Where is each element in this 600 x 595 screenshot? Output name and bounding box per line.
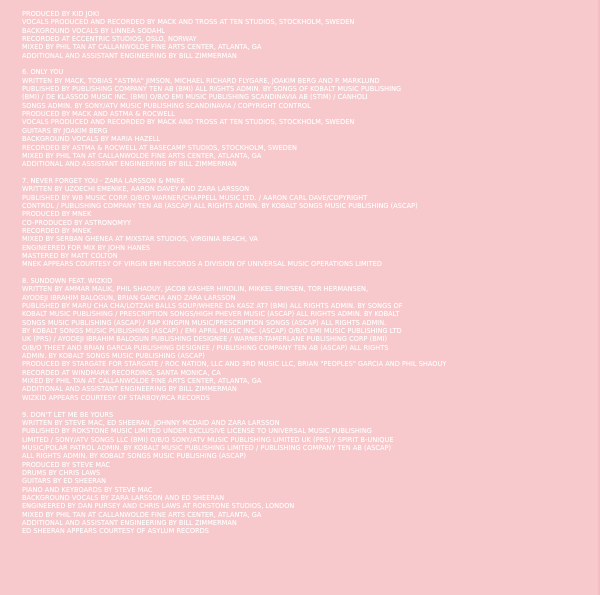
credit-line: PRODUCED BY STARGATE FOR STARGATE / ROC NATION, LLC AND 3RD MUSIC LLC, BRIAN "PEOPLES" GARCIA AND PHIL SHAOUY [22,360,447,369]
credit-line: BACKGROUND VOCALS BY MARIA HAZELL [22,135,161,144]
credit-line: SONGS ADMIN. BY SONY/ATV MUSIC PUBLISHING SCANDINAVIA / COPYRIGHT CONTROL [22,101,311,110]
credit-line: ED SHEERAN APPEARS COURTESY OF ASYLUM RECORDS [22,527,209,536]
credit-line: MIXED BY SERBAN GHENEA AT MIXSTAR STUDIOS, VIRGINIA BEACH, VA [22,235,258,244]
credit-line: WRITTEN BY STEVE MAC, ED SHEERAN, JOHNNY MCDAID AND ZARA LARSSON [22,418,280,427]
credit-line: ADDITIONAL AND ASSISTANT ENGINEERING BY BILL ZIMMERMAN [22,385,237,394]
credit-line: RECORDED AT ECCENTRIC STUDIOS, OSLO, NORWAY [22,35,197,44]
credit-line: WRITTEN BY UZOECHI EMENIKE, AARON DAVEY AND ZARA LARSSON [22,185,250,194]
credit-line: ADDITIONAL AND ASSISTANT ENGINEERING BY BILL ZIMMERMAN [22,51,237,60]
credit-line: GUITARS BY JOAKIM BERG [22,126,108,135]
credit-line: BACKGROUND VOCALS BY ZARA LARSSON AND ED SHEERAN [22,493,225,502]
credit-section [22,411,582,536]
credit-line: DRUMS BY CHRIS LAWS [22,468,101,477]
credit-line: PRODUCED BY STEVE MAC [22,460,111,469]
credit-section [22,177,582,269]
credit-line: ADMIN. BY KOBALT SONGS MUSIC PUBLISHING (ASCAP) [22,352,205,361]
credit-line: VOCALS PRODUCED AND RECORDED BY MACK AND TROSS AT TEN STUDIOS, STOCKHOLM, SWEDEN [22,18,355,27]
credit-line: VOCALS PRODUCED AND RECORDED BY MACK AND TROSS AT TEN STUDIOS, STOCKHOLM, SWEDEN [22,118,355,127]
credit-line: PRODUCED BY MACK AND ASTMA & ROCWELL [22,110,175,119]
credit-line: LIMITED / SONY/ATV SONGS LLC (BMI) O/B/O SONY/ATV MUSIC PUBLISHING LIMITED UK (PRS) / SPIRIT B-UNIQUE [22,435,394,444]
credit-line: MIXED BY PHIL TAN AT CALLANWOLDE FINE ARTS CENTER, ATLANTA, GA [22,43,262,52]
credit-line: ALL RIGHTS ADMIN. BY KOBALT SONGS MUSIC PUBLISHING (ASCAP) [22,452,247,461]
credit-line: MASTERED BY MATT COLTON [22,251,118,260]
credit-line: PUBLISHED BY PUBLISHING COMPANY TEN AB (BMI) ALL RIGHTS ADMIN. BY SONGS OF KOBALT MUSIC PUBLISHING [22,85,402,94]
credit-line: MIXED BY PHIL TAN AT CALLANWOLDE FINE ARTS CENTER, ATLANTA, GA [22,377,262,386]
credit-line: RECORDED BY ASTMA & ROCWELL AT BASECAMP STUDIOS, STOCKHOLM, SWEDEN [22,143,298,152]
track-title: 8. SUNDOWN FEAT. WIZKID [22,277,113,285]
credit-line: MUSIC/POLAR PATROL ADMIN. BY KOBALT MUSIC PUBLISHING LIMITED / PUBLISHING COMPANY TEN AB (ASCAP) [22,443,392,452]
credit-line: AYODEJI IBRAHIM BALOGUN, BRIAN GARCIA AND ZARA LARSSON [22,293,236,302]
credit-line: ADDITIONAL AND ASSISTANT ENGINEERING BY BILL ZIMMERMAN [22,518,237,527]
credit-line: ENGINEERED FOR MIX BY JOHN HANES [22,243,151,252]
credit-line: PUBLISHED BY MARU CHA CHA/LOTZAH BALLS SOUP/WHERE DA KASZ AT? (BMI) ALL RIGHTS ADMIN. BY SONGS OF [22,302,403,311]
credit-line: CONTROL / PUBLISHING COMPANY TEN AB (ASCAP) ALL RIGHTS ADMIN. BY KOBALT SONGS MUSIC PUBLISHING (ASCAP) [22,201,418,210]
credit-line: KOBALT MUSIC PUBLISHING / PRESCRIPTION SONGS/HIGH PHEVER MUSIC (ASCAP) ALL RIGHTS ADMIN. BY KOBALT [22,310,400,319]
credit-line: SONGS MUSIC PUBLISHING (ASCAP) / RAP KINGPIN MUSIC/PRESCRIPTION SONGS (ASCAP) ALL RIGHTS ADMIN. [22,318,387,327]
credit-section [22,68,582,168]
credit-line: WRITTEN BY AMMAR MALIK, PHIL SHAOUY, JACOB KASHER HINDLIN, MIKKEL ERIKSEN, TOR HERMANSEN, [22,285,369,294]
credit-line: GUITARS BY ED SHEERAN [22,477,107,486]
credit-line: CO-PRODUCED BY ASTRONOMYY [22,218,132,227]
credit-line: PIANO AND KEYBOARDS BY STEVE MAC [22,485,153,494]
credit-line: (BMI) / DE KLASSOD MUSIC INC. (BMI) O/B/O EMI MUSIC PUBLISHING SCANDINAVIA AB (STIM) / CANHOLI [22,93,368,102]
credit-line: BACKGROUND VOCALS BY LINNEA SODAHL [22,26,166,35]
credits-text [22,10,582,536]
credit-line: WRITTEN BY MACK, TOBIAS "ASTMA" JIMSON, MICHAEL RICHARD FLYGARE, JOAKIM BERG AND P. MARKLUND [22,76,380,85]
credit-line: RECORDED BY MNEK [22,226,92,235]
credit-line: BY KOBALT SONGS MUSIC PUBLISHING (ASCAP) / EMI APRIL MUSIC INC. (ASCAP) O/B/O EMI MUSIC PUBLISHING LTD [22,327,402,336]
credit-line: O/B/O THEET AND BRIAN GARCIA PUBLISHING DESIGNEE / PUBLISHING COMPANY TEN AB (ASCAP) ALL RIGHTS [22,343,389,352]
credit-section [22,10,582,60]
credit-line: RECORDED AT WINDMARK RECORDING, SANTA MONICA, CA [22,368,221,377]
credit-line: MIXED BY PHIL TAN AT CALLANWOLDE FINE ARTS CENTER, ATLANTA, GA [22,510,262,519]
track-title: 7. NEVER FORGET YOU - ZARA LARSSON & MNEK [22,176,185,185]
credit-line: UK (PRS) / AYODEJI IBRAHIM BALOGUN PUBLISHING DESIGNEE / WARNER-TAMERLANE PUBLISHING CORP (BMI) [22,335,388,344]
credit-line: ENGINEERED BY DAN PURSEY AND CHRIS LAWS AT ROKSTONE STUDIOS, LONDON [22,502,295,511]
credit-line: PRODUCED BY KID JOKI [22,10,100,18]
credit-line: ADDITIONAL AND ASSISTANT ENGINEERING BY BILL ZIMMERMAN [22,160,237,169]
credit-line: MNEK APPEARS COURTESY OF VIRGIN EMI RECORDS A DIVISION OF UNIVERSAL MUSIC OPERATIONS LIMITED [22,260,382,269]
track-title: 6. ONLY YOU [22,68,64,77]
track-title: 9. DON'T LET ME BE YOURS [22,410,114,419]
credit-line: PUBLISHED BY WB MUSIC CORP. O/B/O WARNER/CHAPPELL MUSIC LTD. / AARON CARL DAVE/COPYRIGHT [22,193,368,202]
credit-line: MIXED BY PHIL TAN AT CALLANWOLDE FINE ARTS CENTER, ATLANTA, GA [22,151,262,160]
credit-section [22,277,582,402]
credit-line: WIZKID APPEARS COURTESY OF STARBOY/RCA RECORDS [22,393,210,402]
credit-line: PUBLISHED BY ROKSTONE MUSIC LIMITED UNDER EXCLUSIVE LICENSE TO UNIVERSAL MUSIC PUBLISHING [22,427,372,436]
credit-line: PRODUCED BY MNEK [22,210,92,219]
